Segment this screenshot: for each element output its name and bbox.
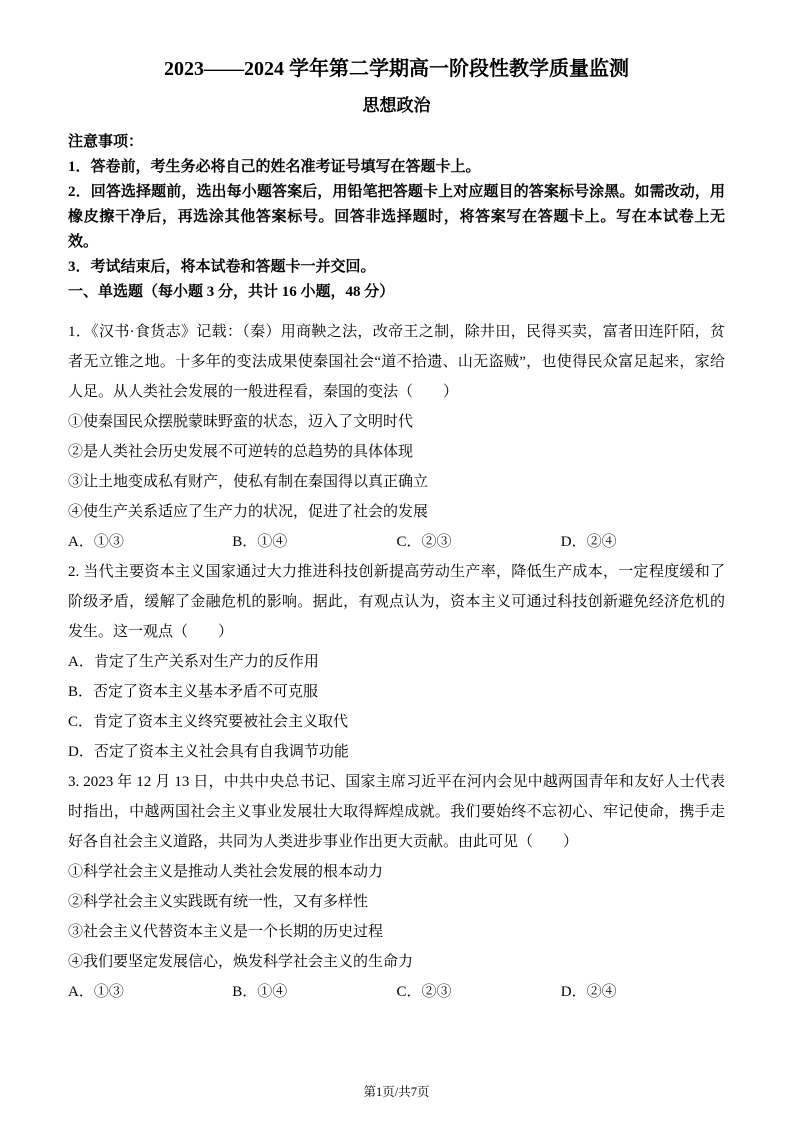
notice-item-3: 3．考试结束后，将本试卷和答题卡一并交回。 [68,259,376,275]
question-1-choices [68,527,725,557]
page-footer [0,1082,793,1100]
question-3-stem: 3. 2023 年 12 月 13 日，中共中央总书记、国家主席习近平在河内会见中越两国青年和友好人士代表时指出，中越两国社会主义事业发展壮大取得辉煌成就。我们要始终不忘初心、牢记使命，携手走好各自社会主义道路，共同为人类进步事业作出更大贡献。由此可见（ ） [68,774,725,850]
notice-item-1: 1．答卷前，考生务必将自己的姓名准考证号填写在答题卡上。 [68,159,481,175]
question-1-statement-1: ①使秦国民众摆脱蒙昧野蛮的状态，迈入了文明时代 [68,414,414,430]
choice-option-c: C．②③ [396,984,452,1000]
choice-option-a: A．①③ [68,984,124,1000]
choice-option-a: A．肯定了生产关系对生产力的反作用 [68,654,319,670]
subject-title: 思想政治 [362,96,431,115]
notices-heading: 注意事项： [68,134,144,150]
question-3 [68,767,725,1007]
notice-item-2: 2．回答选择题前，选出每小题答案后，用铅笔把答题卡上对应题目的答案标号涂黑。如需改动，用橡皮擦干净后，再选涂其他答案标号。回答非选择题时，将答案写在答题卡上。写在本试卷上无效。 [68,184,725,250]
question-2 [68,557,725,767]
choice-option-c: C．肯定了资本主义终究要被社会主义取代 [68,714,349,730]
choice-option-d: D．否定了资本主义社会具有自我调节功能 [68,744,349,760]
choice-option-c: C．②③ [396,534,452,550]
question-3-statement-3: ③社会主义代替资本主义是一个长期的历史过程 [68,924,384,940]
question-3-choices [68,977,725,1007]
question-1-statement-3: ③让土地变成私有财产，使私有制在秦国得以真正确立 [68,474,429,490]
choice-option-a: A．①③ [68,534,124,550]
question-1 [68,317,725,557]
choice-option-b: B．①④ [232,534,288,550]
notices-block [68,130,725,280]
choice-option-d: D．②④ [560,984,617,1000]
question-1-stem: 1．《汉书·食货志》记载：（秦）用商鞅之法，改帝王之制，除井田，民得买卖，富者田连阡陌，贫者无立锥之地。十多年的变法成果使秦国社会“道不拾遗、山无盗贼”，也使得民众富足起来，家给人足。从人类社会发展的一般进程看，秦国的变法（ ） [68,324,725,400]
question-2-choices [68,647,725,767]
question-1-statement-4: ④使生产关系适应了生产力的状况，促进了社会的发展 [68,504,429,520]
choice-option-b: B．①④ [232,984,288,1000]
question-1-statement-2: ②是人类社会历史发展不可逆转的总趋势的具体体现 [68,444,414,460]
page-title: 2023——2024 学年第二学期高一阶段性教学质量监测 [164,58,629,80]
section-heading: 一、单选题（每小题 3 分，共计 16 小题，48 分） [68,284,395,300]
question-3-statement-2: ②科学社会主义实践既有统一性，又有多样性 [68,894,369,910]
question-3-statement-4: ④我们要坚定发展信心，焕发科学社会主义的生命力 [68,954,414,970]
question-3-statement-1: ①科学社会主义是推动人类社会发展的根本动力 [68,864,384,880]
page-number: 第1页/共7页 [363,1085,430,1099]
question-2-stem: 2. 当代主要资本主义国家通过大力推进科技创新提高劳动生产率，降低生产成本，一定程度缓和了阶级矛盾，缓解了金融危机的影响。据此，有观点认为，资本主义可通过科技创新避免经济危机的发生。这一观点（ ） [68,564,725,640]
choice-option-d: D．②④ [560,534,617,550]
choice-option-b: B．否定了资本主义基本矛盾不可克服 [68,684,319,700]
